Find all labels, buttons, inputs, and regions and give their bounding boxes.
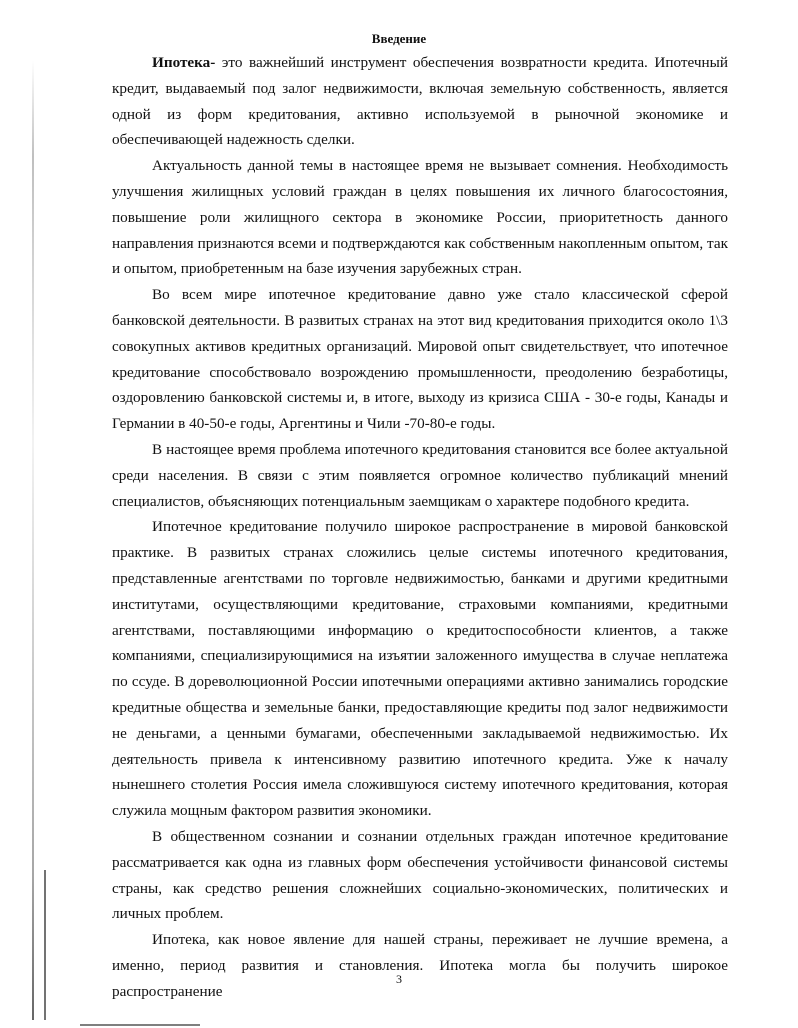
page-number: 3 — [396, 972, 402, 986]
paragraph: Ипотечное кредитование получило широкое распространение в мировой банковской практике. В развитых странах сложились целые системы ипотечного кредитования, представленные агентствами по торговле недвижимостью, банками и другими кредитными институтами, осуществляющими кредитование, страховыми компаниями, кредитными агентствами, поставляющими информацию о кредитоспособности клиентов, а также компаниями, специализирующимися на изъятии заложенного имущества в случае неплатежа по ссуде. В дореволюционной России ипотечными операциями активно занимались городские кредитные общества и земельные банки, предоставляющие кредиты под залог недвижимости не деньгами, а ценными бумагами, обеспеченными закладываемой недвижимостью. Их деятельность привела к интенсивному развитию ипотечного кредита. Уже к началу нынешнего столетия Россия имела сложившуюся систему ипотечного кредитования, которая служила мощным фактором развития экономики. — [112, 518, 728, 820]
intro-term: Ипотека- — [152, 54, 216, 71]
paragraph: Ипотека, как новое явление для нашей страны, переживает не лучшие времена, а именно, период развития и становления. Ипотека могла бы получить широкое распространение — [112, 931, 728, 1000]
paragraph: В настоящее время проблема ипотечного кредитования становится все более актуальной среди населения. В связи с этим появляется огромное количество публикаций мнений специалистов, объясняющих потенциальным заемщикам о характере подобного кредита. — [112, 440, 728, 510]
intro-text: это важнейший инструмент обеспечения возвратности кредита. Ипотечный кредит, выдаваемый под залог недвижимости, включая земельную собственность, является одной из форм кредитования, активно используемой в рыночной экономике и обеспечивающей надежность сделки. — [112, 54, 728, 149]
scan-bottom-artifact — [80, 1024, 200, 1026]
document-body — [112, 50, 728, 1004]
paragraph: Актуальность данной темы в настоящее время не вызывает сомнения. Необходимость улучшения жилищных условий граждан в целях повышения их личного благосостояния, повышение роли жилищного сектора в экономике России, приоритетность данного направления признаются всеми и подтверждаются как собственным накопленным опытом, так и опытом, приобретенным на базе изучения зарубежных стран. — [112, 157, 728, 278]
paragraph-intro — [112, 50, 728, 153]
page-title: Введение — [371, 31, 427, 46]
paragraph: Во всем мире ипотечное кредитование давно уже стало классической сферой банковской деятельности. В развитых странах на этот вид кредитования приходится около 1\3 совокупных активов кредитных организаций. Мировой опыт свидетельствует, что ипотечное кредитование способствовало возрождению промышленности, преодолению безработицы, оздоровлению банковской системы и, в итоге, выходу из кризиса США - 30-е годы, Канады и Германии в 40-50-е годы, Аргентины и Чили -70-80-е годы. — [112, 286, 728, 433]
scan-edge-artifact — [44, 870, 46, 1020]
paragraph: В общественном сознании и сознании отдельных граждан ипотечное кредитование рассматривается как одна из главных форм обеспечения устойчивости финансовой системы страны, как средство решения сложнейших социально-экономических, политических и личных проблем. — [112, 827, 728, 923]
scan-edge-artifact — [32, 60, 34, 1020]
